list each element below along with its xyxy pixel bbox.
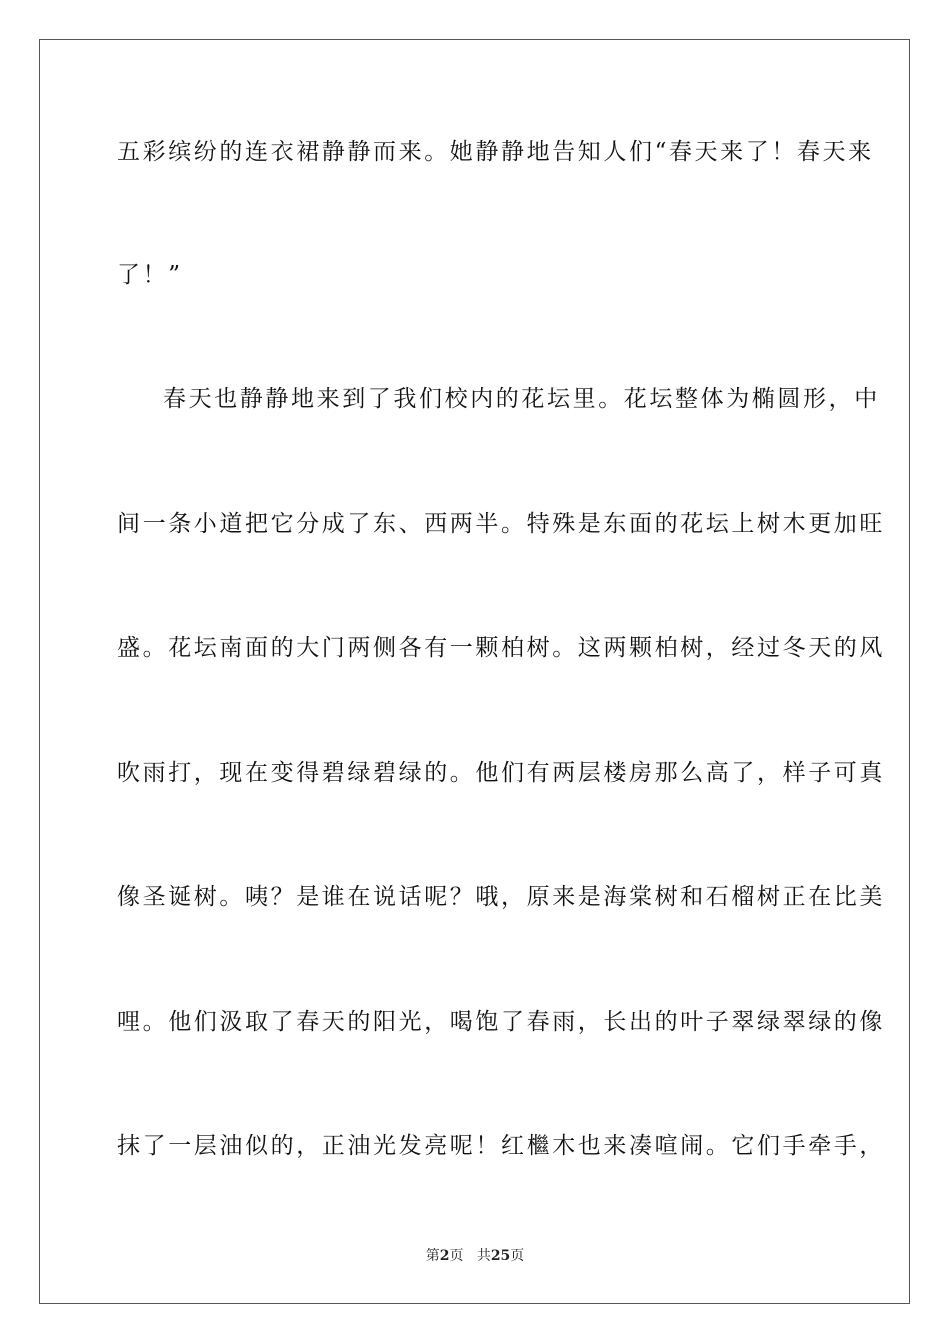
text-line: 抹了一层油似的，正油光发亮呢！红檵木也来凑喧闹。它们手牵手， bbox=[117, 1133, 885, 1159]
text-line: 吹雨打，现在变得碧绿碧绿的。他们有两层楼房那么高了，样子可真 bbox=[117, 760, 885, 786]
text-line: 了！” bbox=[117, 262, 183, 288]
text-line: 哩。他们汲取了春天的阳光，喝饱了春雨，长出的叶子翠绿翠绿的像 bbox=[117, 1009, 885, 1035]
total-pages: 25 bbox=[490, 1248, 511, 1264]
total-prefix: 共 bbox=[476, 1248, 491, 1264]
paragraph-first-line: 春天也静静地来到了我们校内的花坛里。花坛整体为椭圆形，中 bbox=[163, 386, 880, 412]
text-line: 盛。花坛南面的大门两侧各有一颗柏树。这两颗柏树，经过冬天的风 bbox=[117, 635, 885, 661]
text-line: 间一条小道把它分成了东、西两半。特殊是东面的花坛上树木更加旺 bbox=[117, 511, 885, 537]
page-border bbox=[39, 39, 910, 1304]
text-line: 像圣诞树。咦？是谁在说话呢？哦，原来是海棠树和石榴树正在比美 bbox=[117, 884, 885, 910]
text-line: 五彩缤纷的连衣裙静静而来。她静静地告知人们“春天来了！春天来 bbox=[117, 139, 874, 165]
page-suffix: 页 bbox=[449, 1248, 464, 1264]
page-number: 2 bbox=[439, 1248, 450, 1264]
page-prefix: 第 bbox=[425, 1248, 440, 1264]
page-footer bbox=[0, 1247, 950, 1265]
total-suffix: 页 bbox=[510, 1248, 525, 1264]
